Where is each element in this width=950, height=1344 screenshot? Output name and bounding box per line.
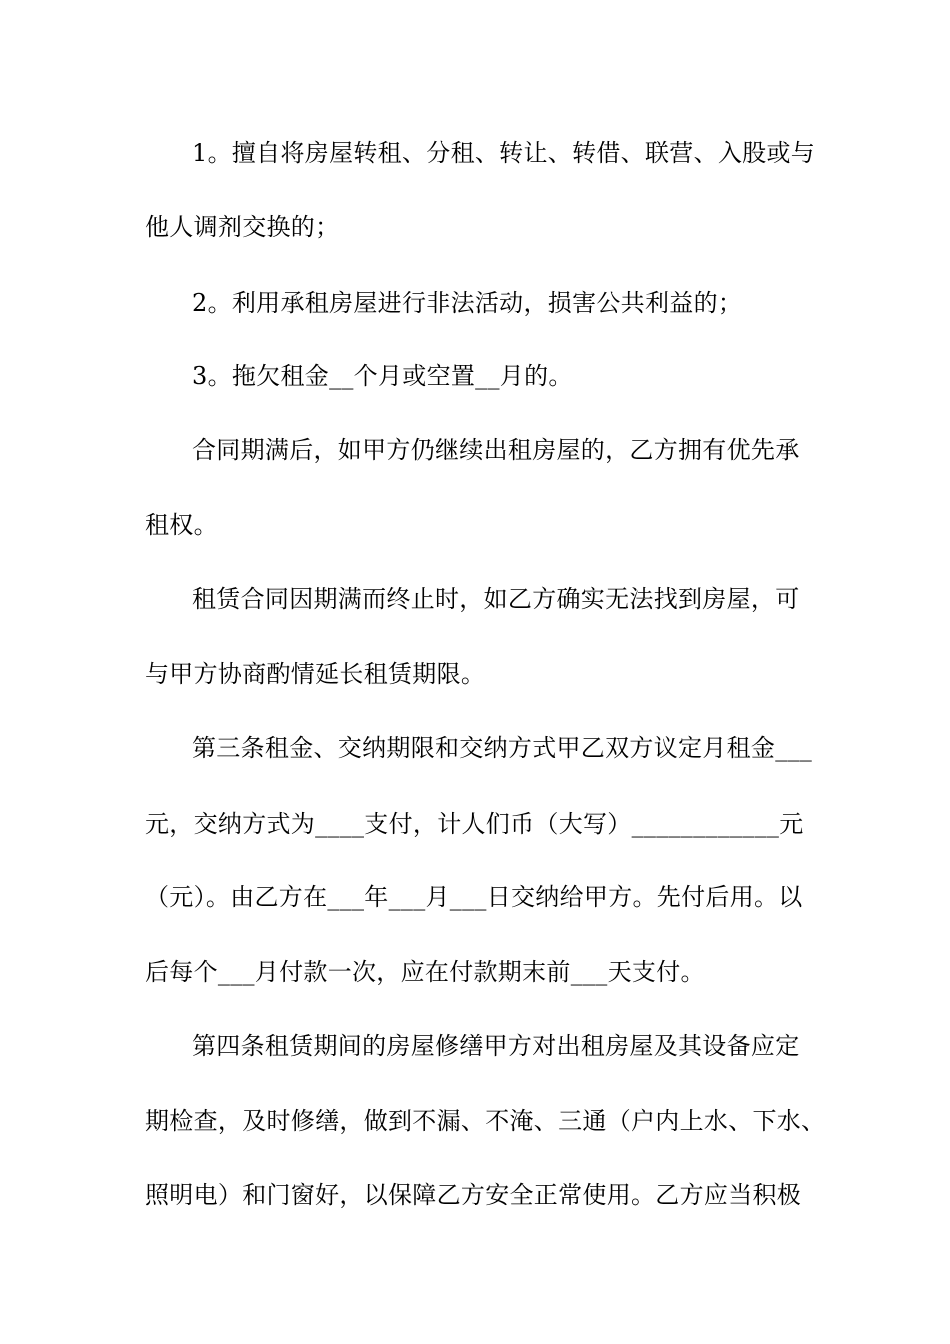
paragraph-line: 租赁合同因期满而终止时，如乙方确实无法找到房屋，可 — [192, 585, 800, 613]
paragraph-line: 后每个___月付款一次，应在付款期末前___天支付。 — [145, 958, 705, 986]
paragraph-line: 第三条租金、交纳期限和交纳方式甲乙双方议定月租金___ — [192, 734, 813, 762]
paragraph-line: 期检查，及时修缮，做到不漏、不淹、三通（户内上水、下水、 — [145, 1107, 826, 1135]
paragraph-line: 他人调剂交换的； — [145, 213, 340, 241]
paragraph-line: 元，交纳方式为____支付，计人们币（大写）____________元 — [145, 810, 804, 838]
paragraph-line: 1。擅自将房屋转租、分租、转让、转借、联营、入股或与 — [192, 139, 816, 167]
paragraph-line: 租权。 — [145, 511, 218, 539]
paragraph-line: 合同期满后，如甲方仍继续出租房屋的，乙方拥有优先承 — [192, 436, 800, 464]
paragraph-line: 2。利用承租房屋进行非法活动，损害公共利益的； — [192, 289, 743, 317]
paragraph-line: 3。拖欠租金__个月或空置__月的。 — [192, 362, 573, 390]
paragraph-line: （元）。由乙方在___年___月___日交纳给甲方。先付后用。以 — [145, 883, 803, 911]
paragraph-line: 第四条租赁期间的房屋修缮甲方对出租房屋及其设备应定 — [192, 1032, 800, 1060]
paragraph-line: 照明电）和门窗好，以保障乙方安全正常使用。乙方应当积极 — [145, 1181, 802, 1209]
paragraph-line: 与甲方协商酌情延长租赁期限。 — [145, 660, 486, 688]
